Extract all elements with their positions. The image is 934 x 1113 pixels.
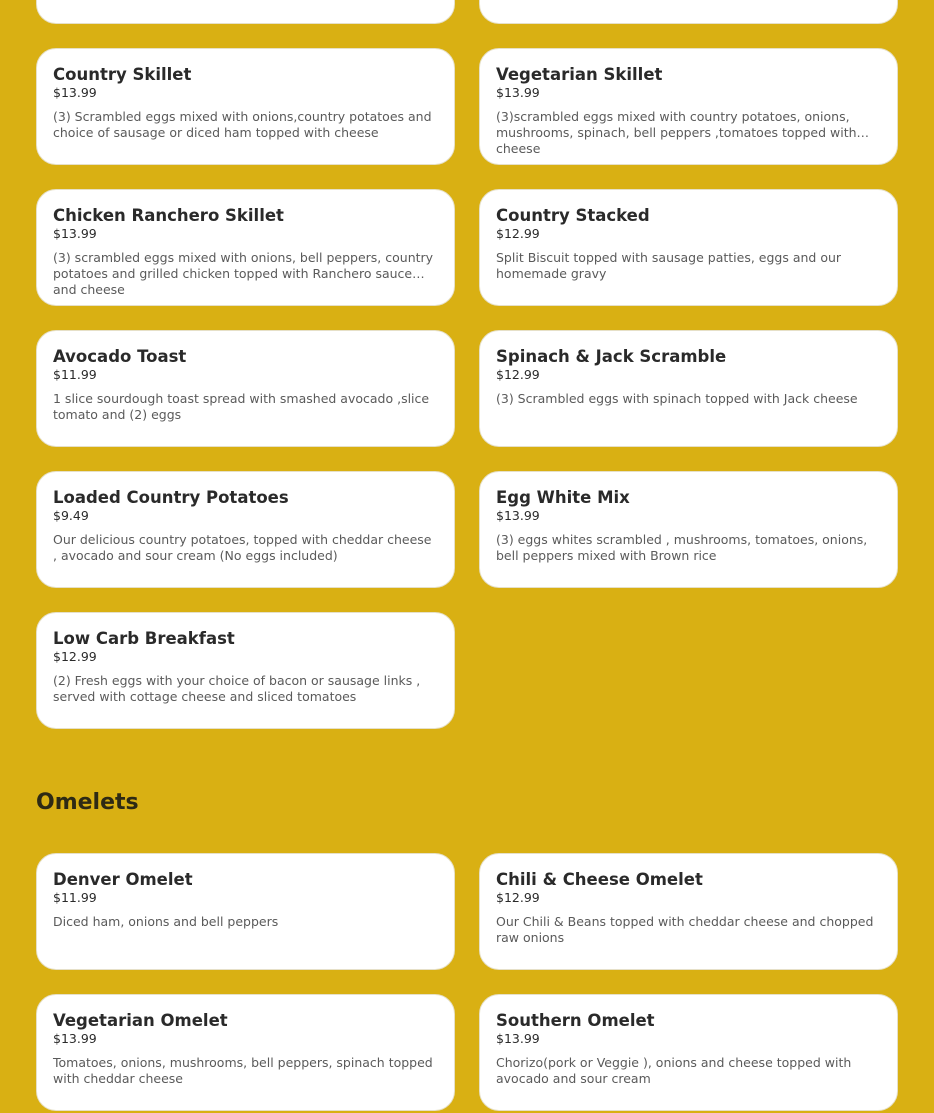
menu-item-card-partial[interactable] xyxy=(36,0,455,24)
item-name: Country Stacked xyxy=(496,206,650,225)
menu-item-card[interactable] xyxy=(479,994,898,1111)
item-name: Egg White Mix xyxy=(496,488,630,507)
previous-row-partial xyxy=(36,0,898,24)
menu-item-card[interactable] xyxy=(479,471,898,588)
item-name: Spinach & Jack Scramble xyxy=(496,347,727,366)
section-title-omelets: Omelets xyxy=(36,790,139,815)
item-name: Chicken Ranchero Skillet xyxy=(53,206,284,225)
item-description: (3) scrambled eggs mixed with onions, bell peppers, country potatoes and grilled chicken topped with Ranchero sauce and cheese xyxy=(53,250,434,297)
item-price: $9.49 xyxy=(53,508,89,523)
item-name: Chili & Cheese Omelet xyxy=(496,870,703,889)
item-price: $11.99 xyxy=(53,890,97,905)
menu-item-card[interactable] xyxy=(36,330,455,447)
item-price: $13.99 xyxy=(496,1031,540,1046)
omelets-items-grid xyxy=(36,853,898,1111)
item-price: $12.99 xyxy=(496,226,540,241)
item-price: $12.99 xyxy=(53,649,97,664)
item-description: (3) Scrambled eggs mixed with onions,country potatoes and choice of sausage or diced ham topped with cheese xyxy=(53,109,432,140)
item-description: Our Chili & Beans topped with cheddar cheese and chopped raw onions xyxy=(496,914,874,945)
item-description: (3)scrambled eggs mixed with country potatoes, onions, mushrooms, spinach, bell peppers ,tomatoes topped with cheese xyxy=(496,109,857,156)
item-name: Vegetarian Skillet xyxy=(496,65,663,84)
item-price: $13.99 xyxy=(496,508,540,523)
item-price: $12.99 xyxy=(496,367,540,382)
item-name: Southern Omelet xyxy=(496,1011,655,1030)
menu-item-card[interactable] xyxy=(36,189,455,306)
item-price: $13.99 xyxy=(53,226,97,241)
item-description: (3) Scrambled eggs with spinach topped with Jack cheese xyxy=(496,391,858,406)
item-description: Diced ham, onions and bell peppers xyxy=(53,914,279,929)
menu-item-card[interactable] xyxy=(36,853,455,970)
item-name: Loaded Country Potatoes xyxy=(53,488,289,507)
item-price: $13.99 xyxy=(496,85,540,100)
item-description: (2) Fresh eggs with your choice of bacon or sausage links , served with cottage cheese and sliced tomatoes xyxy=(53,673,421,704)
menu-item-card[interactable] xyxy=(479,48,898,165)
menu-item-card[interactable] xyxy=(479,189,898,306)
menu-item-card[interactable] xyxy=(36,48,455,165)
item-description: Our delicious country potatoes, topped with cheddar cheese , avocado and sour cream (No eggs included) xyxy=(53,532,432,563)
item-description: 1 slice sourdough toast spread with smashed avocado ,slice tomato and (2) eggs xyxy=(53,391,430,422)
menu-item-card[interactable] xyxy=(479,330,898,447)
menu-item-card[interactable] xyxy=(36,994,455,1111)
item-description: Chorizo(pork or Veggie ), onions and cheese topped with avocado and sour cream xyxy=(496,1055,852,1086)
item-name: Low Carb Breakfast xyxy=(53,629,235,648)
menu-item-card-partial[interactable] xyxy=(479,0,898,24)
item-price: $11.99 xyxy=(53,367,97,382)
menu-item-card[interactable] xyxy=(36,612,455,729)
item-name: Denver Omelet xyxy=(53,870,193,889)
item-description: Tomatoes, onions, mushrooms, bell peppers, spinach topped with cheddar cheese xyxy=(53,1055,433,1086)
item-description: Split Biscuit topped with sausage patties, eggs and our homemade gravy xyxy=(496,250,842,281)
item-name: Avocado Toast xyxy=(53,347,187,366)
item-price: $13.99 xyxy=(53,1031,97,1046)
item-description: (3) eggs whites scrambled , mushrooms, tomatoes, onions, bell peppers mixed with Brown rice xyxy=(496,532,868,563)
menu-item-card[interactable] xyxy=(36,471,455,588)
menu-item-card[interactable] xyxy=(479,853,898,970)
item-name: Country Skillet xyxy=(53,65,192,84)
item-price: $12.99 xyxy=(496,890,540,905)
item-name: Vegetarian Omelet xyxy=(53,1011,228,1030)
item-price: $13.99 xyxy=(53,85,97,100)
breakfast-items-grid xyxy=(36,48,898,729)
